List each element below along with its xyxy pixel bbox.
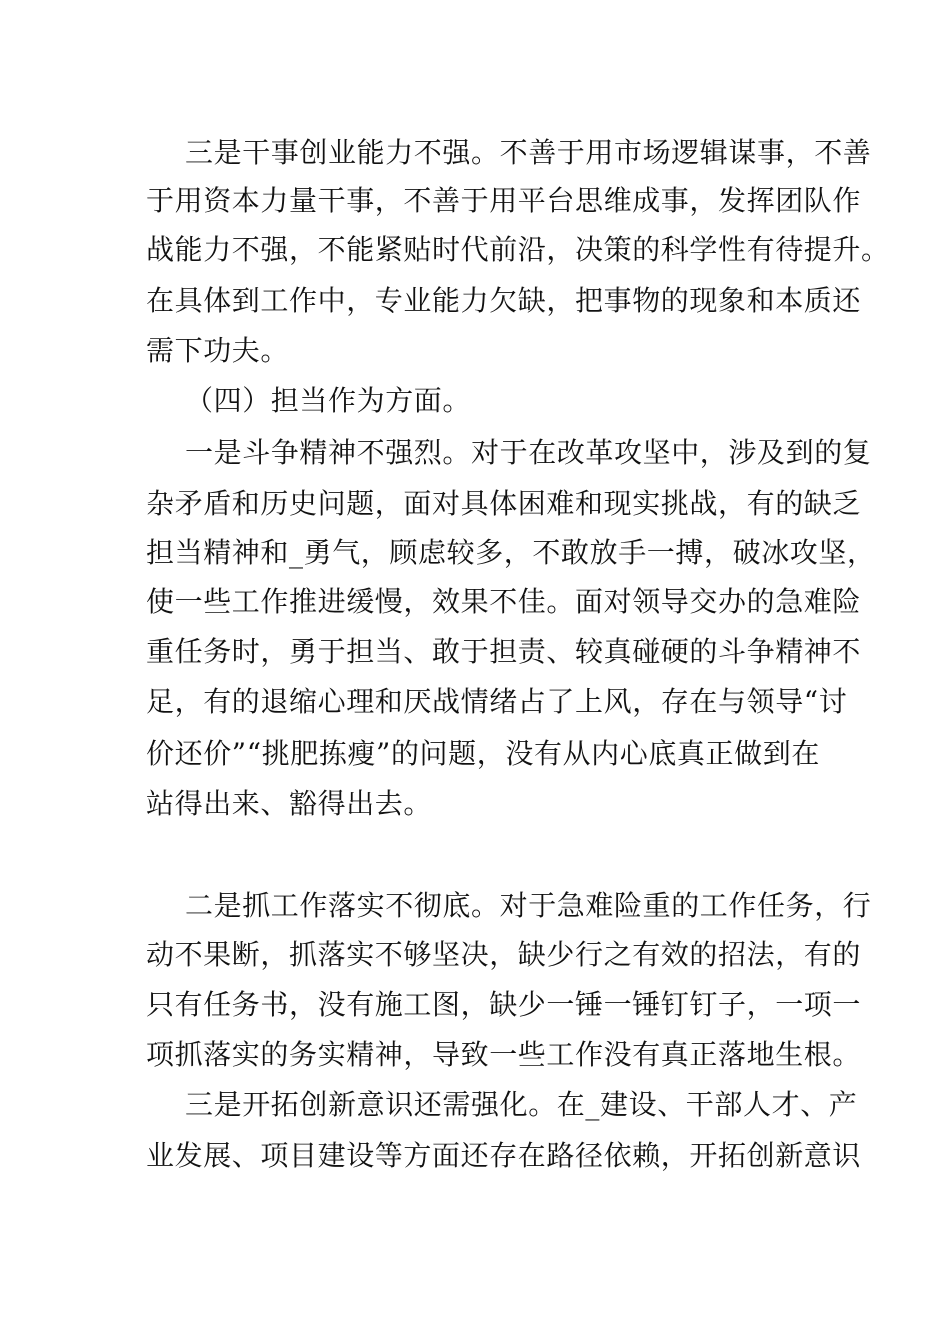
section-heading: （四）担当作为方面。 bbox=[185, 384, 472, 417]
text-line: 价还价”“挑肥拣瘦”的问题，没有从内心底真正做到在 bbox=[146, 737, 820, 770]
text-line: 三是干事创业能力不强。不善于用市场逻辑谋事，不善 bbox=[185, 136, 872, 169]
text-line: 在具体到工作中，专业能力欠缺，把事物的现象和本质还 bbox=[146, 284, 862, 317]
text-line: 使一些工作推进缓慢，效果不佳。面对领导交办的急难险 bbox=[146, 585, 862, 618]
text-line: 三是开拓创新意识还需强化。在_建设、干部人才、产 bbox=[185, 1088, 858, 1121]
text-line: 需下功夫。 bbox=[146, 334, 290, 367]
text-line: 只有任务书，没有施工图，缺少一锤一锤钉钉子，一项一 bbox=[146, 988, 862, 1021]
text-line: 杂矛盾和历史问题，面对具体困难和现实挑战，有的缺乏 bbox=[146, 487, 862, 520]
text-line: 战能力不强，不能紧贴时代前沿，决策的科学性有待提升。 bbox=[146, 233, 890, 266]
text-line: 业发展、项目建设等方面还存在路径依赖，开拓创新意识 bbox=[146, 1139, 862, 1172]
text-line: 于用资本力量干事，不善于用平台思维成事，发挥团队作 bbox=[146, 184, 862, 217]
text-line: 二是抓工作落实不彻底。对于急难险重的工作任务，行 bbox=[185, 889, 872, 922]
text-line: 站得出来、豁得出去。 bbox=[146, 787, 433, 820]
text-line: 足，有的退缩心理和厌战情绪占了上风，存在与领导“讨 bbox=[146, 685, 848, 718]
text-line: 担当精神和_勇气，顾虑较多，不敢放手一搏，破冰攻坚， bbox=[146, 536, 876, 569]
text-line: 项抓落实的务实精神，导致一些工作没有真正落地生根。 bbox=[146, 1038, 862, 1071]
text-line: 一是斗争精神不强烈。对于在改革攻坚中，涉及到的复 bbox=[185, 436, 872, 469]
text-line: 动不果断，抓落实不够坚决，缺少行之有效的招法，有的 bbox=[146, 938, 862, 971]
text-line: 重任务时，勇于担当、敢于担责、较真碰硬的斗争精神不 bbox=[146, 635, 862, 668]
